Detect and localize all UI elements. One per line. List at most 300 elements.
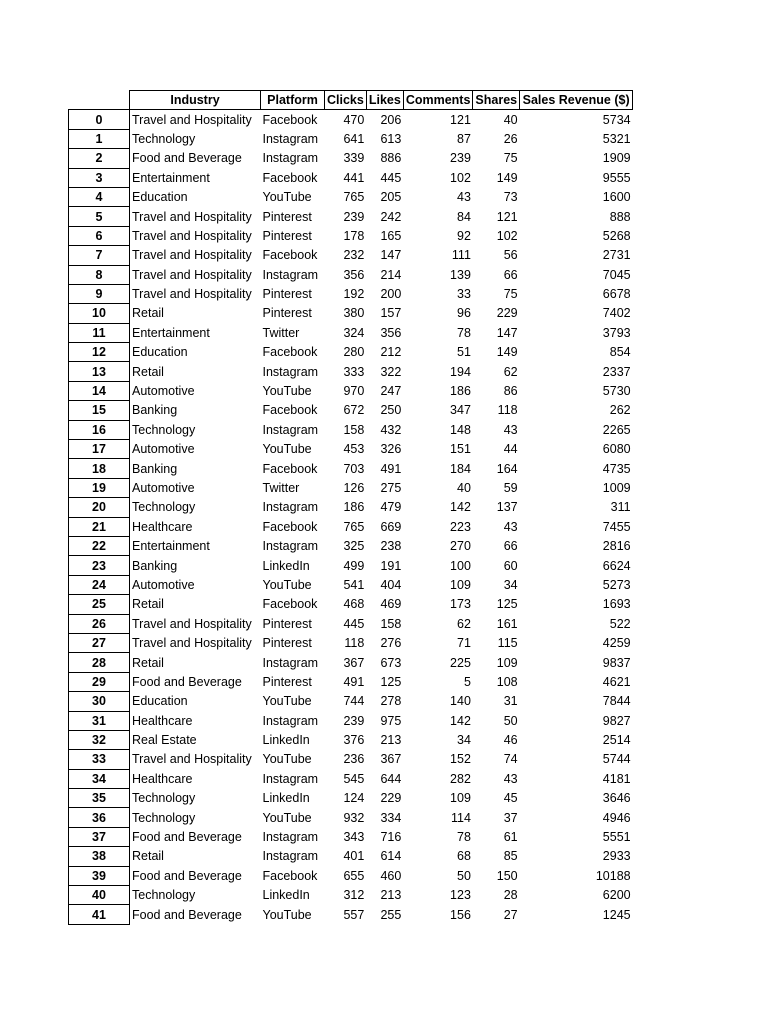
sales-revenue-cell: 5268 bbox=[602, 228, 631, 243]
sales-revenue-cell: 9555 bbox=[602, 170, 631, 185]
platform-cell: YouTube bbox=[262, 907, 312, 922]
shares-cell: 45 bbox=[503, 791, 518, 806]
row-index: 39 bbox=[69, 866, 130, 885]
clicks-cell: 932 bbox=[343, 810, 365, 825]
shares-cell: 66 bbox=[503, 539, 518, 554]
sales-revenue-cell: 4259 bbox=[602, 636, 631, 651]
industry-cell: Healthcare bbox=[132, 519, 193, 534]
platform-cell: Pinterest bbox=[262, 616, 312, 631]
corner-cell bbox=[69, 91, 130, 110]
platform-cell: Facebook bbox=[262, 597, 318, 612]
row-index: 6 bbox=[69, 226, 130, 245]
likes-cell: 479 bbox=[380, 500, 402, 515]
shares-cell: 43 bbox=[503, 422, 518, 437]
platform-cell: Facebook bbox=[262, 868, 318, 883]
row-index: 23 bbox=[69, 556, 130, 575]
comments-cell: 142 bbox=[450, 500, 471, 515]
table-body bbox=[69, 110, 633, 924]
shares-cell: 60 bbox=[503, 558, 518, 573]
sales-revenue-cell: 1600 bbox=[602, 190, 631, 205]
row-index: 27 bbox=[69, 633, 130, 652]
clicks-cell: 376 bbox=[343, 733, 365, 748]
table-row bbox=[69, 498, 633, 517]
likes-cell: 278 bbox=[380, 694, 402, 709]
shares-cell: 31 bbox=[503, 694, 518, 709]
platform-cell: Pinterest bbox=[262, 228, 312, 243]
platform-cell: LinkedIn bbox=[262, 791, 310, 806]
table-row bbox=[69, 362, 633, 381]
industry-cell: Travel and Hospitality bbox=[132, 209, 252, 224]
industry-cell: Retail bbox=[132, 364, 164, 379]
likes-cell: 716 bbox=[380, 830, 402, 845]
comments-cell: 140 bbox=[450, 694, 471, 709]
shares-cell: 102 bbox=[496, 228, 518, 243]
table-row bbox=[69, 459, 633, 478]
table-row bbox=[69, 420, 633, 439]
industry-cell: Technology bbox=[132, 500, 196, 515]
row-index: 21 bbox=[69, 517, 130, 536]
platform-cell: Twitter bbox=[262, 325, 300, 340]
row-index: 7 bbox=[69, 246, 130, 265]
header-shares: Shares bbox=[473, 91, 520, 110]
header-platform: Platform bbox=[261, 91, 325, 110]
shares-cell: 137 bbox=[496, 500, 518, 515]
comments-cell: 151 bbox=[450, 442, 471, 457]
industry-cell: Food and Beverage bbox=[132, 868, 242, 883]
likes-cell: 445 bbox=[380, 170, 402, 185]
industry-cell: Food and Beverage bbox=[132, 674, 242, 689]
row-index: 11 bbox=[69, 323, 130, 342]
shares-cell: 229 bbox=[496, 306, 518, 321]
sales-revenue-cell: 1693 bbox=[602, 597, 631, 612]
table-row bbox=[69, 110, 633, 129]
clicks-cell: 445 bbox=[343, 616, 365, 631]
comments-cell: 84 bbox=[457, 209, 471, 224]
row-index: 24 bbox=[69, 575, 130, 594]
clicks-cell: 333 bbox=[343, 364, 365, 379]
shares-cell: 34 bbox=[503, 577, 518, 592]
clicks-cell: 324 bbox=[343, 325, 365, 340]
row-index: 15 bbox=[69, 401, 130, 420]
clicks-cell: 232 bbox=[343, 248, 365, 263]
clicks-cell: 158 bbox=[343, 422, 365, 437]
comments-cell: 123 bbox=[450, 888, 471, 903]
row-index: 10 bbox=[69, 304, 130, 323]
comments-cell: 109 bbox=[450, 791, 471, 806]
row-index: 34 bbox=[69, 769, 130, 788]
row-index: 19 bbox=[69, 478, 130, 497]
likes-cell: 191 bbox=[380, 558, 402, 573]
industry-cell: Banking bbox=[132, 558, 178, 573]
platform-cell: YouTube bbox=[262, 694, 312, 709]
sales-revenue-cell: 311 bbox=[610, 500, 631, 515]
sales-revenue-cell: 888 bbox=[609, 209, 631, 224]
platform-cell: YouTube bbox=[262, 810, 312, 825]
table-row bbox=[69, 401, 633, 420]
sales-revenue-cell: 2933 bbox=[602, 849, 631, 864]
clicks-cell: 672 bbox=[343, 403, 365, 418]
likes-cell: 356 bbox=[380, 325, 402, 340]
clicks-cell: 468 bbox=[343, 597, 365, 612]
likes-cell: 242 bbox=[380, 209, 402, 224]
comments-cell: 121 bbox=[450, 112, 471, 127]
sales-revenue-cell: 6624 bbox=[602, 558, 631, 573]
comments-cell: 239 bbox=[450, 151, 471, 166]
table-row bbox=[69, 750, 633, 769]
likes-cell: 206 bbox=[380, 112, 402, 127]
industry-cell: Travel and Hospitality bbox=[132, 228, 252, 243]
industry-cell: Travel and Hospitality bbox=[132, 112, 252, 127]
comments-cell: 142 bbox=[450, 713, 471, 728]
table-row bbox=[69, 478, 633, 497]
sales-revenue-cell: 3646 bbox=[602, 791, 631, 806]
likes-cell: 367 bbox=[380, 752, 402, 767]
table-row bbox=[69, 886, 633, 905]
industry-cell: Education bbox=[132, 694, 188, 709]
table-row bbox=[69, 575, 633, 594]
comments-cell: 156 bbox=[450, 907, 471, 922]
industry-cell: Real Estate bbox=[132, 733, 197, 748]
sales-revenue-cell: 2337 bbox=[602, 364, 631, 379]
industry-cell: Retail bbox=[132, 849, 164, 864]
comments-cell: 5 bbox=[463, 674, 471, 689]
platform-cell: Facebook bbox=[262, 345, 318, 360]
industry-cell: Travel and Hospitality bbox=[132, 287, 252, 302]
shares-cell: 61 bbox=[503, 830, 518, 845]
row-index: 2 bbox=[69, 149, 130, 168]
sales-revenue-cell: 6200 bbox=[602, 888, 631, 903]
clicks-cell: 655 bbox=[343, 868, 365, 883]
shares-cell: 75 bbox=[503, 151, 518, 166]
shares-cell: 27 bbox=[503, 907, 518, 922]
likes-cell: 613 bbox=[380, 131, 402, 146]
row-index: 32 bbox=[69, 730, 130, 749]
table-row bbox=[69, 827, 633, 846]
industry-cell: Healthcare bbox=[132, 713, 193, 728]
industry-cell: Automotive bbox=[132, 481, 195, 495]
clicks-cell: 367 bbox=[343, 655, 365, 670]
likes-cell: 229 bbox=[380, 791, 402, 806]
platform-cell: Pinterest bbox=[262, 209, 312, 224]
likes-cell: 214 bbox=[380, 267, 402, 282]
comments-cell: 78 bbox=[457, 830, 471, 845]
shares-cell: 26 bbox=[503, 131, 518, 146]
platform-cell: Instagram bbox=[262, 500, 319, 515]
likes-cell: 212 bbox=[380, 345, 402, 360]
comments-cell: 173 bbox=[450, 597, 471, 612]
sales-revenue-cell: 2265 bbox=[602, 422, 631, 437]
likes-cell: 275 bbox=[380, 481, 402, 495]
row-index: 0 bbox=[69, 110, 130, 129]
shares-cell: 56 bbox=[503, 248, 518, 263]
comments-cell: 223 bbox=[450, 519, 471, 534]
clicks-cell: 312 bbox=[343, 888, 365, 903]
platform-cell: Pinterest bbox=[262, 287, 312, 302]
clicks-cell: 239 bbox=[343, 209, 365, 224]
row-index: 38 bbox=[69, 847, 130, 866]
industry-cell: Education bbox=[132, 190, 188, 205]
table-row bbox=[69, 536, 633, 555]
industry-cell: Technology bbox=[132, 791, 196, 806]
clicks-cell: 744 bbox=[343, 694, 365, 709]
platform-cell: Instagram bbox=[262, 655, 319, 670]
comments-cell: 186 bbox=[450, 384, 471, 399]
platform-cell: YouTube bbox=[262, 577, 312, 592]
shares-cell: 150 bbox=[496, 868, 518, 883]
sales-revenue-cell: 1909 bbox=[602, 151, 631, 166]
industry-cell: Travel and Hospitality bbox=[132, 752, 252, 767]
table-row bbox=[69, 517, 633, 536]
platform-cell: Instagram bbox=[262, 131, 319, 146]
clicks-cell: 401 bbox=[343, 849, 365, 864]
shares-cell: 121 bbox=[496, 209, 518, 224]
comments-cell: 109 bbox=[450, 577, 471, 592]
likes-cell: 158 bbox=[380, 616, 402, 631]
sales-revenue-cell: 5551 bbox=[602, 830, 631, 845]
table-row bbox=[69, 265, 633, 284]
comments-cell: 43 bbox=[457, 190, 471, 205]
clicks-cell: 280 bbox=[343, 345, 365, 360]
table-row bbox=[69, 614, 633, 633]
platform-cell: Instagram bbox=[262, 151, 319, 166]
likes-cell: 673 bbox=[380, 655, 402, 670]
row-index: 18 bbox=[69, 459, 130, 478]
clicks-cell: 557 bbox=[343, 907, 365, 922]
table-row bbox=[69, 866, 633, 885]
likes-cell: 432 bbox=[380, 422, 402, 437]
sales-revenue-cell: 5744 bbox=[602, 752, 631, 767]
table-row bbox=[69, 633, 633, 652]
comments-cell: 68 bbox=[457, 849, 471, 864]
likes-cell: 886 bbox=[380, 151, 402, 166]
platform-cell: Instagram bbox=[262, 849, 319, 864]
clicks-cell: 441 bbox=[343, 170, 365, 185]
likes-cell: 213 bbox=[380, 888, 402, 903]
row-index: 12 bbox=[69, 343, 130, 362]
comments-cell: 114 bbox=[450, 810, 471, 825]
comments-cell: 148 bbox=[450, 422, 471, 437]
industry-cell: Food and Beverage bbox=[132, 830, 242, 845]
row-index: 28 bbox=[69, 653, 130, 672]
comments-cell: 184 bbox=[450, 461, 471, 476]
likes-cell: 200 bbox=[380, 287, 402, 302]
shares-cell: 149 bbox=[496, 170, 518, 185]
table-row bbox=[69, 149, 633, 168]
platform-cell: YouTube bbox=[262, 190, 312, 205]
row-index: 30 bbox=[69, 692, 130, 711]
clicks-cell: 356 bbox=[343, 267, 365, 282]
table-row bbox=[69, 769, 633, 788]
industry-cell: Healthcare bbox=[132, 771, 193, 786]
industry-cell: Travel and Hospitality bbox=[132, 636, 252, 651]
industry-cell: Travel and Hospitality bbox=[132, 267, 252, 282]
industry-cell: Retail bbox=[132, 306, 164, 321]
sales-revenue-cell: 5734 bbox=[602, 112, 631, 127]
platform-cell: YouTube bbox=[262, 442, 312, 457]
table-row bbox=[69, 187, 633, 206]
row-index: 3 bbox=[69, 168, 130, 187]
sales-revenue-cell: 9837 bbox=[602, 655, 631, 670]
table-row bbox=[69, 343, 633, 362]
row-index: 36 bbox=[69, 808, 130, 827]
clicks-cell: 545 bbox=[343, 771, 365, 786]
row-index: 14 bbox=[69, 381, 130, 400]
likes-cell: 276 bbox=[380, 636, 402, 651]
table-row bbox=[69, 304, 633, 323]
row-index: 29 bbox=[69, 672, 130, 691]
sales-revenue-cell: 2514 bbox=[602, 733, 631, 748]
table-row bbox=[69, 381, 633, 400]
row-index: 5 bbox=[69, 207, 130, 226]
shares-cell: 149 bbox=[496, 345, 518, 360]
industry-cell: Retail bbox=[132, 597, 164, 612]
sales-revenue-cell: 1245 bbox=[602, 907, 631, 922]
clicks-cell: 192 bbox=[343, 287, 365, 302]
table-row bbox=[69, 692, 633, 711]
table-row bbox=[69, 808, 633, 827]
platform-cell: Instagram bbox=[262, 364, 319, 379]
shares-cell: 50 bbox=[503, 713, 518, 728]
row-index: 16 bbox=[69, 420, 130, 439]
comments-cell: 111 bbox=[451, 248, 471, 263]
shares-cell: 74 bbox=[503, 752, 518, 767]
sales-revenue-cell: 2816 bbox=[602, 539, 631, 554]
industry-cell: Education bbox=[132, 345, 188, 360]
platform-cell: Pinterest bbox=[262, 674, 312, 689]
row-index: 37 bbox=[69, 827, 130, 846]
header-row bbox=[69, 91, 633, 110]
row-index: 41 bbox=[69, 905, 130, 924]
shares-cell: 40 bbox=[503, 112, 518, 127]
clicks-cell: 339 bbox=[343, 151, 365, 166]
shares-cell: 62 bbox=[503, 364, 518, 379]
shares-cell: 161 bbox=[496, 616, 518, 631]
platform-cell: Twitter bbox=[262, 481, 300, 495]
industry-cell: Travel and Hospitality bbox=[132, 616, 252, 631]
sales-revenue-cell: 4735 bbox=[602, 461, 631, 476]
industry-cell: Technology bbox=[132, 810, 196, 825]
row-index: 26 bbox=[69, 614, 130, 633]
industry-cell: Entertainment bbox=[132, 539, 210, 554]
sales-revenue-cell: 1009 bbox=[602, 481, 631, 495]
industry-cell: Automotive bbox=[132, 442, 195, 457]
likes-cell: 975 bbox=[380, 713, 402, 728]
shares-cell: 73 bbox=[503, 190, 518, 205]
shares-cell: 75 bbox=[503, 287, 518, 302]
table-row bbox=[69, 323, 633, 342]
shares-cell: 125 bbox=[496, 597, 518, 612]
likes-cell: 334 bbox=[380, 810, 402, 825]
row-index: 25 bbox=[69, 595, 130, 614]
platform-cell: Instagram bbox=[262, 830, 319, 845]
likes-cell: 404 bbox=[380, 577, 402, 592]
sales-revenue-cell: 10188 bbox=[595, 868, 631, 883]
table-row bbox=[69, 905, 633, 924]
shares-cell: 43 bbox=[503, 519, 518, 534]
industry-cell: Technology bbox=[132, 888, 196, 903]
row-index: 8 bbox=[69, 265, 130, 284]
comments-cell: 270 bbox=[450, 539, 471, 554]
platform-cell: YouTube bbox=[262, 384, 312, 399]
sales-revenue-cell: 4946 bbox=[602, 810, 631, 825]
likes-cell: 469 bbox=[380, 597, 402, 612]
table-row bbox=[69, 226, 633, 245]
sales-revenue-cell: 854 bbox=[609, 345, 631, 360]
platform-cell: Instagram bbox=[262, 539, 319, 554]
platform-cell: Pinterest bbox=[262, 306, 312, 321]
clicks-cell: 453 bbox=[343, 442, 365, 457]
clicks-cell: 186 bbox=[343, 500, 365, 515]
table-row bbox=[69, 168, 633, 187]
sales-revenue-cell: 7402 bbox=[602, 306, 631, 321]
likes-cell: 147 bbox=[380, 248, 402, 263]
clicks-cell: 641 bbox=[343, 131, 365, 146]
platform-cell: LinkedIn bbox=[262, 558, 310, 573]
clicks-cell: 124 bbox=[343, 791, 365, 806]
comments-cell: 100 bbox=[450, 558, 471, 573]
header-industry: Industry bbox=[130, 91, 261, 110]
row-index: 40 bbox=[69, 886, 130, 905]
data-table bbox=[68, 90, 633, 925]
shares-cell: 44 bbox=[503, 442, 518, 457]
comments-cell: 62 bbox=[457, 616, 471, 631]
row-index: 9 bbox=[69, 284, 130, 303]
industry-cell: Food and Beverage bbox=[132, 907, 242, 922]
header-clicks: Clicks bbox=[325, 91, 367, 110]
likes-cell: 238 bbox=[380, 539, 402, 554]
likes-cell: 165 bbox=[380, 228, 402, 243]
clicks-cell: 499 bbox=[343, 558, 365, 573]
row-index: 4 bbox=[69, 187, 130, 206]
industry-cell: Entertainment bbox=[132, 325, 210, 340]
comments-cell: 102 bbox=[450, 170, 471, 185]
row-index: 31 bbox=[69, 711, 130, 730]
table-row bbox=[69, 653, 633, 672]
likes-cell: 322 bbox=[380, 364, 402, 379]
comments-cell: 152 bbox=[450, 752, 471, 767]
clicks-cell: 236 bbox=[343, 752, 365, 767]
likes-cell: 125 bbox=[380, 674, 402, 689]
row-index: 17 bbox=[69, 440, 130, 459]
clicks-cell: 239 bbox=[343, 713, 365, 728]
table-row bbox=[69, 207, 633, 226]
comments-cell: 96 bbox=[457, 306, 471, 321]
shares-cell: 115 bbox=[497, 636, 518, 651]
table-row bbox=[69, 789, 633, 808]
likes-cell: 614 bbox=[380, 849, 402, 864]
industry-cell: Food and Beverage bbox=[132, 151, 242, 166]
likes-cell: 213 bbox=[380, 733, 402, 748]
comments-cell: 40 bbox=[457, 481, 471, 495]
likes-cell: 250 bbox=[380, 403, 402, 418]
sales-revenue-cell: 5273 bbox=[602, 577, 631, 592]
comments-cell: 50 bbox=[457, 868, 471, 883]
sales-revenue-cell: 9827 bbox=[602, 713, 631, 728]
header-likes: Likes bbox=[366, 91, 403, 110]
clicks-cell: 541 bbox=[343, 577, 365, 592]
shares-cell: 46 bbox=[503, 733, 518, 748]
row-index: 20 bbox=[69, 498, 130, 517]
sales-revenue-cell: 7455 bbox=[602, 519, 631, 534]
clicks-cell: 703 bbox=[343, 461, 365, 476]
comments-cell: 87 bbox=[457, 131, 471, 146]
clicks-cell: 765 bbox=[343, 190, 365, 205]
sales-revenue-cell: 5730 bbox=[602, 384, 631, 399]
comments-cell: 282 bbox=[450, 771, 471, 786]
row-index: 13 bbox=[69, 362, 130, 381]
table-row bbox=[69, 672, 633, 691]
industry-cell: Banking bbox=[132, 403, 178, 418]
